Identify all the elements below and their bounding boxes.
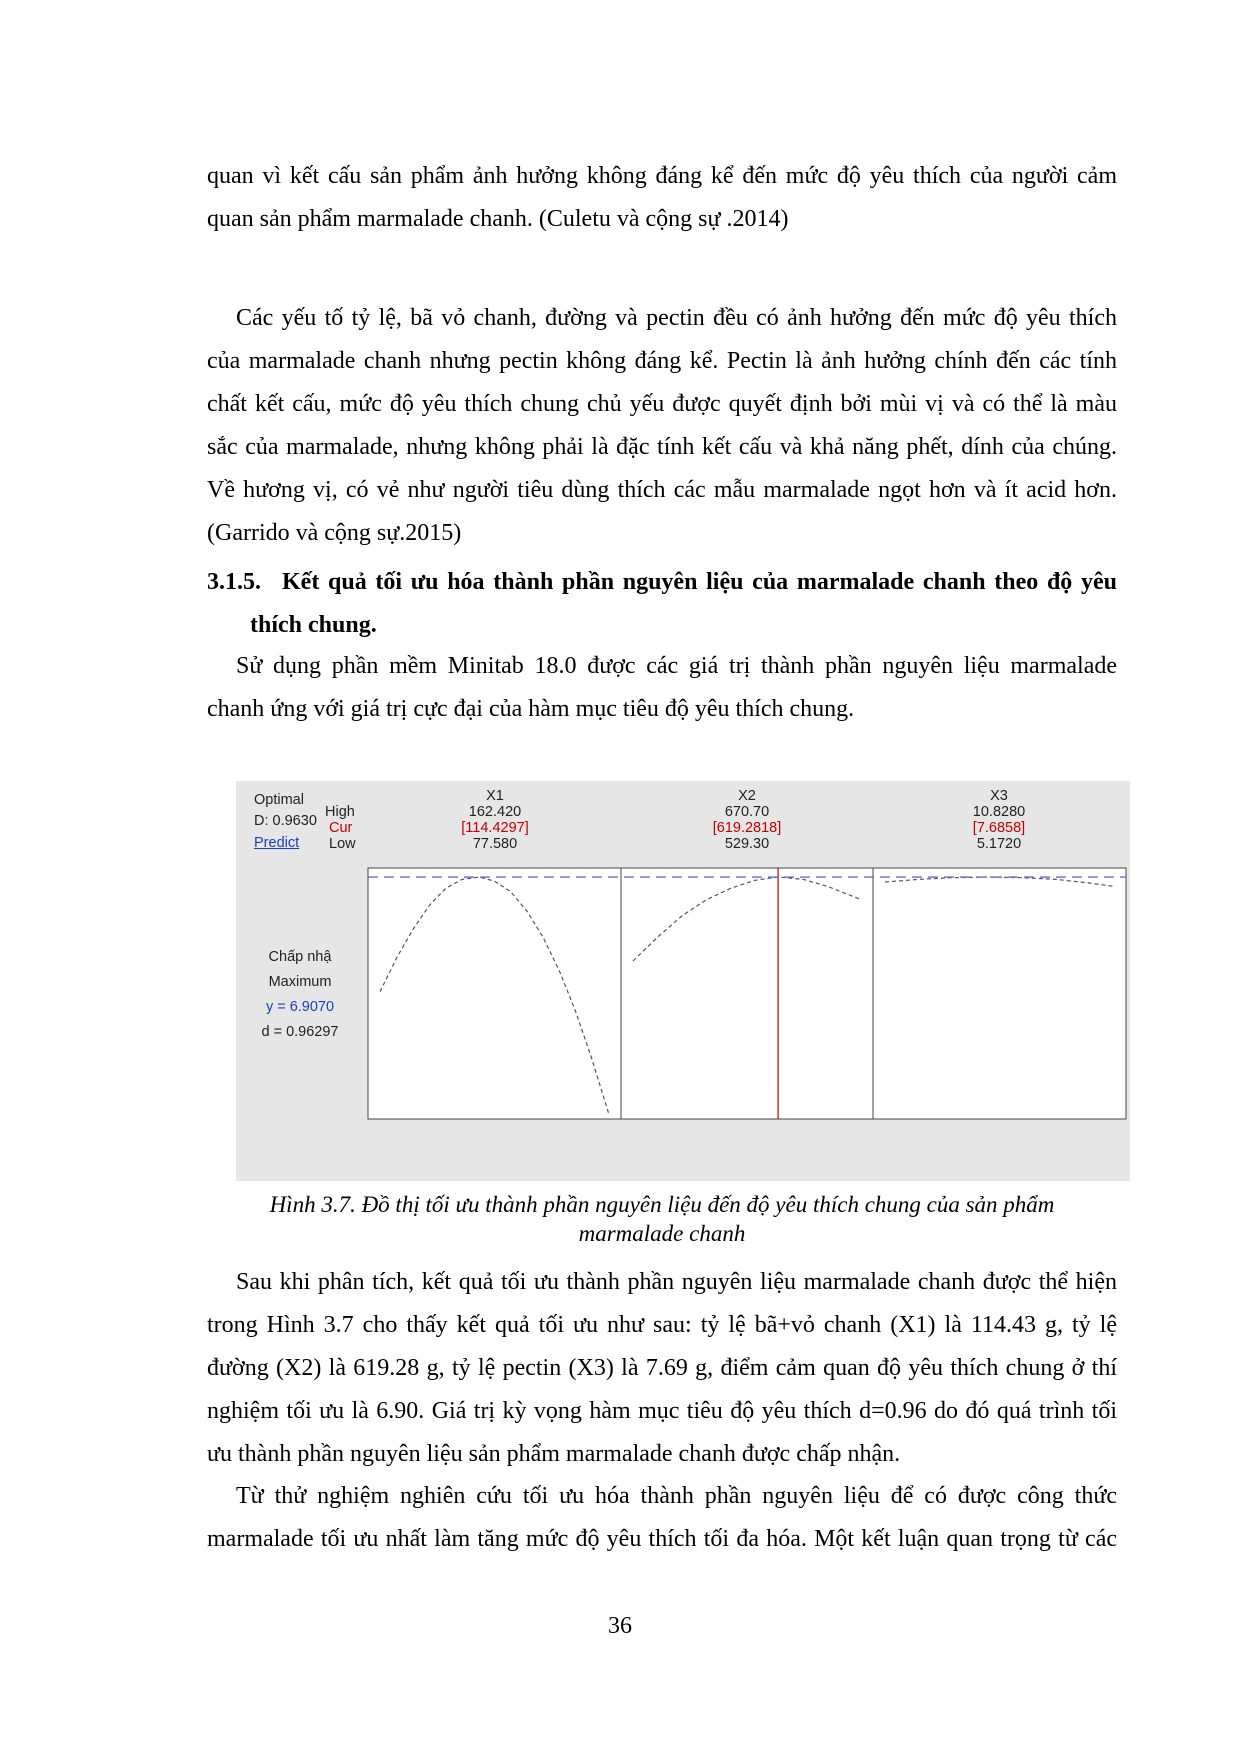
panel-x2-low: 529.30 bbox=[724, 836, 770, 852]
section-heading bbox=[207, 561, 1117, 647]
paragraph-2 bbox=[207, 297, 1117, 555]
paragraph-line: đường (X2) là 619.28 g, tỷ lệ pectin (X3) là 7.69 g, điểm cảm quan độ yêu thích chung ở thí bbox=[207, 1355, 1117, 1381]
panel-x1-name: X1 bbox=[486, 788, 504, 804]
caption-line: marmalade chanh bbox=[578, 1221, 746, 1246]
panel-x1-high: 162.420 bbox=[468, 804, 522, 820]
predict-link[interactable]: Predict bbox=[254, 835, 300, 851]
panel-x2-high: 670.70 bbox=[724, 804, 770, 820]
panel-x3-name: X3 bbox=[990, 788, 1008, 804]
paragraph-line: Sử dụng phần mềm Minitab 18.0 được các giá trị thành phần nguyên liệu marmalade bbox=[236, 653, 1117, 679]
heading-line: thích chung. bbox=[250, 612, 377, 638]
paragraph-4 bbox=[207, 1261, 1117, 1476]
paragraph-line: quan sản phẩm marmalade chanh. (Culetu và cộng sự .2014) bbox=[207, 206, 789, 232]
plot-area-2 bbox=[621, 868, 873, 1119]
panel-x3-low: 5.1720 bbox=[976, 836, 1022, 852]
d-value-label: D: 0.9630 bbox=[254, 813, 317, 829]
panel-x2-cur: [619.2818] bbox=[712, 820, 782, 836]
paragraph-line: Từ thử nghiệm nghiên cứu tối ưu hóa thành phần nguyên liệu để có được công thức bbox=[236, 1483, 1117, 1509]
panel-x3-high: 10.8280 bbox=[972, 804, 1026, 820]
paragraph-line: (Garrido và cộng sự.2015) bbox=[207, 520, 462, 546]
paragraph-line: Sau khi phân tích, kết quả tối ưu thành phần nguyên liệu marmalade chanh được thể hiện bbox=[236, 1269, 1117, 1295]
section-number: 3.1.5. bbox=[207, 569, 261, 595]
heading-line: Kết quả tối ưu hóa thành phần nguyên liệu của marmalade chanh theo độ yêu bbox=[282, 569, 1117, 595]
plot-area-1 bbox=[368, 868, 621, 1119]
paragraph-line: nghiệm tối ưu là 6.90. Giá trị kỳ vọng hàm mục tiêu độ yêu thích d=0.96 do đó quá trình tối bbox=[207, 1398, 1117, 1424]
low-label: Low bbox=[329, 836, 356, 852]
response-y-value: y = 6.9070 bbox=[265, 999, 335, 1015]
panel-x1-low: 77.580 bbox=[472, 836, 518, 852]
paragraph-line: Về hương vị, có vẻ như người tiêu dùng thích các mẫu marmalade ngọt hơn và ít acid hơn. bbox=[207, 477, 1117, 503]
response-goal: Maximum bbox=[268, 974, 332, 990]
paragraph-line: Các yếu tố tỷ lệ, bã vỏ chanh, đường và pectin đều có ảnh hưởng đến mức độ yêu thích bbox=[236, 305, 1117, 331]
paragraph-line: sắc của marmalade, nhưng không phải là đặc tính kết cấu và khả năng phết, dính của chúng. bbox=[207, 434, 1117, 460]
page-number: 36 bbox=[608, 1613, 632, 1639]
caption-line: Hình 3.7. Đồ thị tối ưu thành phần nguyên liệu đến độ yêu thích chung của sản phẩm bbox=[269, 1192, 1055, 1217]
optimal-label: Optimal bbox=[254, 792, 304, 808]
figure-caption bbox=[207, 1190, 1117, 1248]
paragraph-line: chanh ứng với giá trị cực đại của hàm mục tiêu độ yêu thích chung. bbox=[207, 696, 855, 722]
paragraph-line: trong Hình 3.7 cho thấy kết quả tối ưu như sau: tỷ lệ bã+vỏ chanh (X1) là 114.43 g, tỷ lệ bbox=[207, 1312, 1117, 1338]
plot-area-3 bbox=[873, 868, 1126, 1119]
paragraph-line: quan vì kết cấu sản phẩm ảnh hưởng không đáng kể đến mức độ yêu thích của người cảm bbox=[207, 163, 1117, 189]
panel-x3-cur: [7.6858] bbox=[972, 820, 1026, 836]
paragraph-line: marmalade tối ưu nhất làm tăng mức độ yêu thích tối đa hóa. Một kết luận quan trọng từ các bbox=[207, 1526, 1117, 1552]
response-name: Chấp nhậ bbox=[268, 949, 332, 965]
paragraph-3 bbox=[207, 645, 1117, 731]
paragraph-line: của marmalade chanh nhưng pectin không đáng kể. Pectin là ảnh hưởng chính đến các tính bbox=[207, 348, 1117, 374]
response-d-value: d = 0.96297 bbox=[261, 1024, 339, 1040]
optimization-plot-figure bbox=[236, 781, 1130, 1181]
paragraph-line: chất kết cấu, mức độ yêu thích chung chủ yếu được quyết định bởi mùi vị và có thể là màu bbox=[207, 391, 1117, 417]
paragraph-5 bbox=[207, 1475, 1117, 1561]
paragraph-1 bbox=[207, 155, 1117, 241]
panel-x1-cur: [114.4297] bbox=[461, 820, 529, 836]
paragraph-line: ưu thành phần nguyên liệu sản phẩm marmalade chanh được chấp nhận. bbox=[207, 1441, 901, 1467]
panel-x2-name: X2 bbox=[738, 788, 756, 804]
high-label: High bbox=[325, 804, 355, 820]
cur-label: Cur bbox=[329, 820, 353, 836]
